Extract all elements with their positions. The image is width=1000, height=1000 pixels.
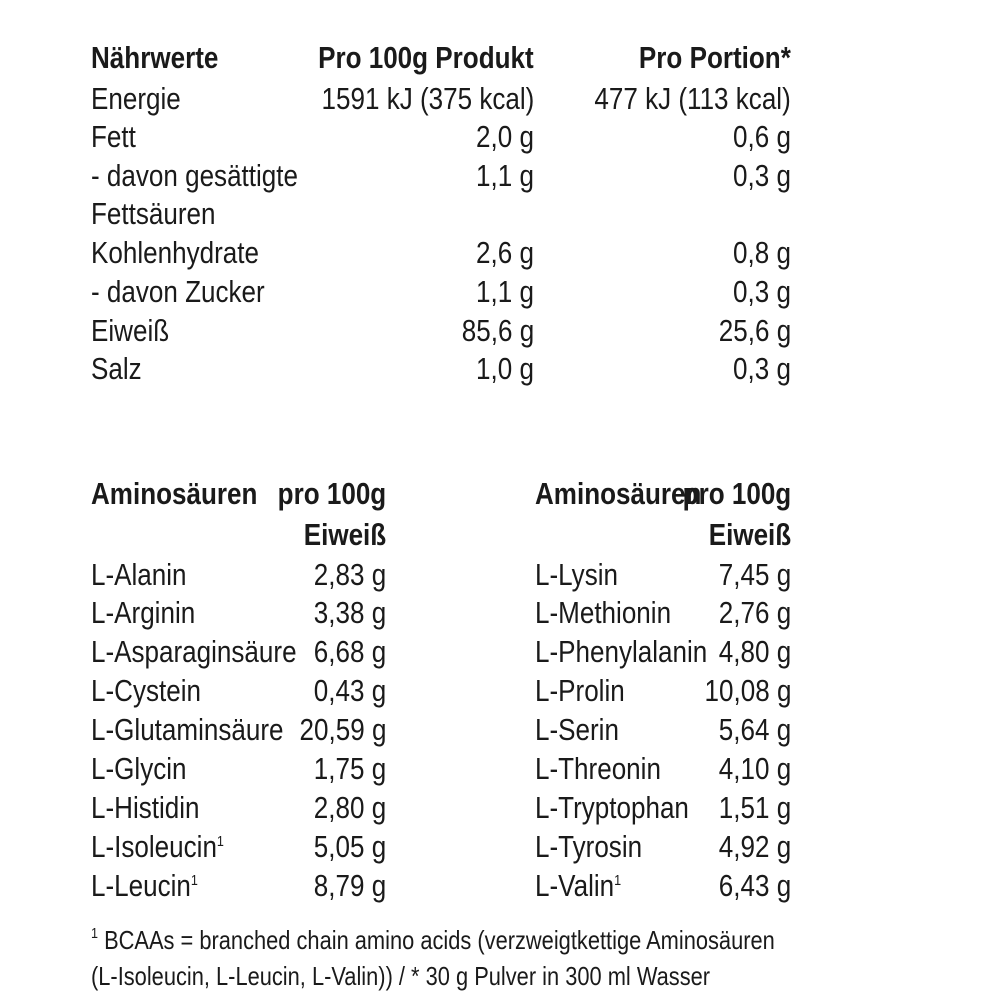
amino-acid-name-text: L-Glutaminsäure: [91, 712, 284, 747]
footnote-line-1: [91, 925, 775, 955]
nutrition-header-per-portion: Pro Portion*: [639, 40, 791, 75]
amino-acid-name: [535, 751, 661, 787]
nutrition-row-per-portion: 0,3 g: [733, 351, 791, 386]
amino-acid-name-text: L-Prolin: [535, 673, 625, 708]
amino-acid-name: [535, 634, 707, 670]
amino-acid-name-text: L-Tryptophan: [535, 790, 689, 825]
amino-header-value-left: pro 100g: [277, 476, 386, 511]
nutrition-row-per100: 2,0 g: [476, 119, 534, 154]
amino-acid-name: [535, 595, 671, 631]
amino-acid-value: 3,38 g: [313, 595, 386, 630]
amino-header-unit-left: Eiweiß: [303, 517, 386, 552]
amino-acid-name: [91, 868, 198, 904]
amino-acid-name: [91, 595, 195, 631]
amino-acid-value: 2,76 g: [718, 595, 791, 630]
footnote-marker: 1: [91, 925, 99, 942]
nutrition-row-label: Fettsäuren: [91, 196, 216, 231]
amino-acid-value: 8,79 g: [313, 868, 386, 903]
amino-acid-name: [91, 712, 283, 748]
amino-acid-name: [535, 673, 625, 709]
amino-acid-name-text: L-Methionin: [535, 595, 672, 630]
amino-acid-name: [91, 634, 297, 670]
nutrition-row-label: Salz: [91, 351, 142, 386]
amino-acid-name-text: L-Phenylalanin: [535, 634, 708, 669]
amino-acid-value: 5,64 g: [718, 712, 791, 747]
amino-acid-name: [535, 868, 621, 904]
amino-acid-value: 6,43 g: [718, 868, 791, 903]
footnote-reference: 1: [216, 833, 224, 850]
amino-header-unit-right: Eiweiß: [708, 517, 791, 552]
amino-acid-name: [91, 829, 224, 865]
amino-acid-value: 5,05 g: [313, 829, 386, 864]
nutrition-row-label: - davon Zucker: [91, 274, 265, 309]
nutrition-row-per-portion: 25,6 g: [718, 313, 791, 348]
nutrition-row-label: Fett: [91, 119, 136, 154]
nutrition-row-label: Kohlenhydrate: [91, 235, 259, 270]
footnote-text-1: BCAAs = branched chain amino acids (verzweigtkettige Aminosäuren: [98, 925, 775, 955]
footnote-reference: 1: [190, 872, 198, 889]
amino-acid-name: [91, 790, 200, 826]
nutrition-row-per-portion: 0,3 g: [733, 274, 791, 309]
amino-acid-name: [535, 712, 619, 748]
amino-acid-value: 10,08 g: [704, 673, 791, 708]
nutrition-row-label: Eiweiß: [91, 313, 170, 348]
amino-acid-value: 0,43 g: [313, 673, 386, 708]
amino-header-value-right: pro 100g: [682, 476, 791, 511]
amino-acid-name-text: L-Tyrosin: [535, 829, 643, 864]
amino-acid-name-text: L-Asparaginsäure: [91, 634, 297, 669]
amino-acid-name-text: L-Histidin: [91, 790, 200, 825]
amino-acid-name-text: L-Valin: [535, 868, 615, 903]
nutrition-header-label: Nährwerte: [91, 40, 219, 75]
amino-acid-value: 4,10 g: [718, 751, 791, 786]
amino-acid-name-text: L-Serin: [535, 712, 619, 747]
nutrition-row-per100: 1,1 g: [476, 274, 534, 309]
amino-header-label-right: Aminosäuren: [535, 476, 702, 511]
nutrition-row-label: - davon gesättigte: [91, 158, 299, 193]
amino-acid-name-text: L-Arginin: [91, 595, 196, 630]
amino-acid-value: 2,83 g: [313, 557, 386, 592]
amino-acid-value: 4,80 g: [718, 634, 791, 669]
amino-acid-value: 1,51 g: [718, 790, 791, 825]
nutrition-row-per-portion: 477 kJ (113 kcal): [594, 81, 791, 116]
nutrition-header-per100: Pro 100g Produkt: [318, 40, 534, 75]
amino-acid-name-text: L-Isoleucin: [91, 829, 217, 864]
amino-acid-name: [91, 557, 187, 593]
amino-acid-name: [535, 790, 689, 826]
amino-acid-value: 4,92 g: [718, 829, 791, 864]
amino-acid-name-text: L-Leucin: [91, 868, 191, 903]
amino-acid-name: [91, 673, 201, 709]
amino-acid-value: 1,75 g: [313, 751, 386, 786]
amino-acid-value: 7,45 g: [718, 557, 791, 592]
nutrition-row-per-portion: 0,3 g: [733, 158, 791, 193]
amino-acid-name-text: L-Cystein: [91, 673, 201, 708]
nutrition-row-label: Energie: [91, 81, 181, 116]
amino-acid-name: [535, 557, 618, 593]
amino-acid-value: 20,59 g: [299, 712, 386, 747]
amino-acid-name-text: L-Alanin: [91, 557, 187, 592]
nutrition-row-per-portion: 0,6 g: [733, 119, 791, 154]
footnote-line-2: (L-Isoleucin, L-Leucin, L-Valin)) / * 30 g Pulver in 300 ml Wasser: [91, 961, 711, 991]
amino-acid-name-text: L-Glycin: [91, 751, 187, 786]
nutrition-row-per100: 2,6 g: [476, 235, 534, 270]
amino-acid-name-text: L-Threonin: [535, 751, 661, 786]
nutrition-row-per100: 1591 kJ (375 kcal): [321, 81, 534, 116]
nutrition-row-per100: 85,6 g: [461, 313, 534, 348]
nutrition-row-per-portion: 0,8 g: [733, 235, 791, 270]
nutrition-row-per100: 1,1 g: [476, 158, 534, 193]
nutrition-row-per100: 1,0 g: [476, 351, 534, 386]
amino-acid-name-text: L-Lysin: [535, 557, 618, 592]
amino-header-label-left: Aminosäuren: [91, 476, 258, 511]
amino-acid-value: 6,68 g: [313, 634, 386, 669]
footnote-reference: 1: [614, 872, 622, 889]
amino-acid-value: 2,80 g: [313, 790, 386, 825]
amino-acid-name: [535, 829, 642, 865]
amino-acid-name: [91, 751, 187, 787]
